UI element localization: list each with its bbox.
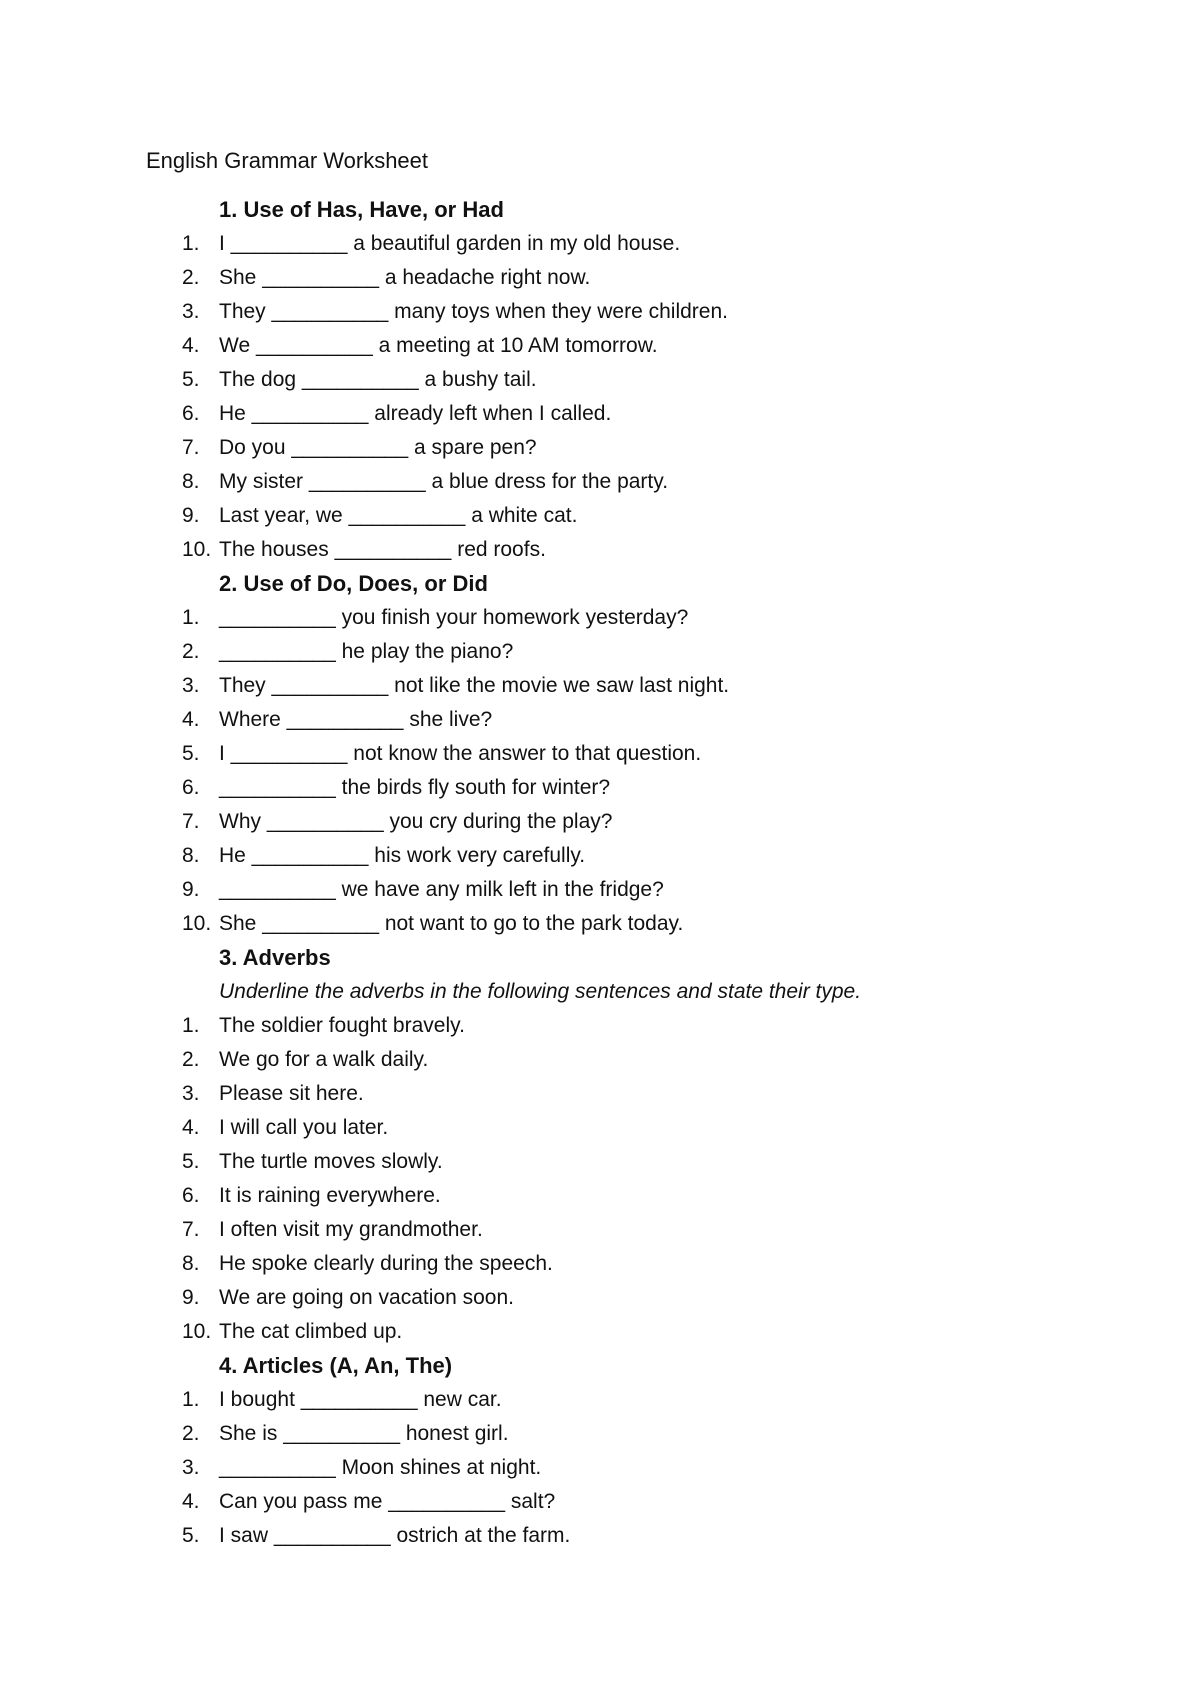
exercise-item xyxy=(0,499,1200,533)
item-text: Last year, we __________ a white cat. xyxy=(219,504,578,527)
item-number: 5. xyxy=(182,1150,200,1173)
item-text: The houses __________ red roofs. xyxy=(219,538,546,561)
item-text: Why __________ you cry during the play? xyxy=(219,810,613,833)
exercise-item xyxy=(0,771,1200,805)
item-text: I will call you later. xyxy=(219,1116,389,1139)
section-articles xyxy=(0,1349,1200,1553)
exercise-item xyxy=(0,737,1200,771)
item-text: Can you pass me __________ salt? xyxy=(219,1490,556,1513)
item-text: She __________ a headache right now. xyxy=(219,266,591,289)
item-text: She is __________ honest girl. xyxy=(219,1422,509,1445)
item-number: 2. xyxy=(182,1048,200,1071)
page-title: English Grammar Worksheet xyxy=(146,148,429,173)
item-number: 8. xyxy=(182,470,200,493)
section-heading: 4. Articles (A, An, The) xyxy=(219,1353,453,1378)
item-number: 6. xyxy=(182,776,200,799)
item-number: 10. xyxy=(182,912,212,935)
item-number: 3. xyxy=(182,1082,200,1105)
item-text: He __________ his work very carefully. xyxy=(219,844,586,867)
item-text: Please sit here. xyxy=(219,1082,364,1105)
item-text: It is raining everywhere. xyxy=(219,1184,441,1207)
exercise-item xyxy=(0,1417,1200,1451)
item-number: 7. xyxy=(182,810,200,833)
item-text: We __________ a meeting at 10 AM tomorrow. xyxy=(219,334,658,357)
exercise-item xyxy=(0,907,1200,941)
exercise-item xyxy=(0,1111,1200,1145)
item-text: He __________ already left when I called. xyxy=(219,402,612,425)
item-number: 2. xyxy=(182,1422,200,1445)
exercise-item xyxy=(0,465,1200,499)
section-instruction: Underline the adverbs in the following sentences and state their type. xyxy=(219,980,862,1003)
item-text: The turtle moves slowly. xyxy=(219,1150,443,1173)
exercise-item xyxy=(0,601,1200,635)
item-number: 4. xyxy=(182,334,200,357)
item-number: 1. xyxy=(182,1014,200,1037)
item-number: 9. xyxy=(182,504,200,527)
item-number: 1. xyxy=(182,1388,200,1411)
exercise-list xyxy=(0,601,1200,941)
section-heading: 3. Adverbs xyxy=(219,945,331,970)
exercise-item xyxy=(0,839,1200,873)
item-text: The dog __________ a bushy tail. xyxy=(219,368,537,391)
item-number: 2. xyxy=(182,640,200,663)
item-number: 8. xyxy=(182,1252,200,1275)
item-number: 8. xyxy=(182,844,200,867)
item-text: We are going on vacation soon. xyxy=(219,1286,514,1309)
item-number: 7. xyxy=(182,436,200,459)
item-text: He spoke clearly during the speech. xyxy=(219,1252,553,1275)
item-text: Do you __________ a spare pen? xyxy=(219,436,537,459)
exercise-item xyxy=(0,295,1200,329)
exercise-item xyxy=(0,635,1200,669)
item-number: 4. xyxy=(182,708,200,731)
item-number: 1. xyxy=(182,606,200,629)
item-text: __________ Moon shines at night. xyxy=(219,1456,542,1479)
exercise-item xyxy=(0,703,1200,737)
exercise-item xyxy=(0,1043,1200,1077)
exercise-item xyxy=(0,1009,1200,1043)
item-number: 3. xyxy=(182,300,200,323)
item-text: They __________ not like the movie we saw last night. xyxy=(219,674,730,697)
exercise-item xyxy=(0,329,1200,363)
item-number: 5. xyxy=(182,368,200,391)
item-text: We go for a walk daily. xyxy=(219,1048,429,1071)
section-heading: 2. Use of Do, Does, or Did xyxy=(219,571,488,596)
item-text: __________ the birds fly south for winter? xyxy=(219,776,611,799)
item-text: The soldier fought bravely. xyxy=(219,1014,465,1037)
exercise-item xyxy=(0,1315,1200,1349)
item-text: I saw __________ ostrich at the farm. xyxy=(219,1524,571,1547)
exercise-item xyxy=(0,1247,1200,1281)
item-text: __________ you finish your homework yesterday? xyxy=(219,606,689,629)
exercise-item xyxy=(0,397,1200,431)
section-adverbs xyxy=(0,941,1200,1349)
item-number: 10. xyxy=(182,1320,212,1343)
exercise-item xyxy=(0,1145,1200,1179)
item-text: __________ he play the piano? xyxy=(219,640,514,663)
item-number: 1. xyxy=(182,232,200,255)
item-number: 6. xyxy=(182,402,200,425)
exercise-list xyxy=(0,227,1200,567)
exercise-item xyxy=(0,669,1200,703)
item-text: I often visit my grandmother. xyxy=(219,1218,483,1241)
exercise-list xyxy=(0,1383,1200,1553)
exercise-list xyxy=(0,1009,1200,1349)
item-number: 3. xyxy=(182,674,200,697)
item-number: 4. xyxy=(182,1490,200,1513)
item-number: 5. xyxy=(182,1524,200,1547)
item-number: 7. xyxy=(182,1218,200,1241)
exercise-item xyxy=(0,1179,1200,1213)
worksheet-content xyxy=(0,193,1200,1553)
item-number: 4. xyxy=(182,1116,200,1139)
exercise-item xyxy=(0,873,1200,907)
item-text: Where __________ she live? xyxy=(219,708,493,731)
item-number: 9. xyxy=(182,1286,200,1309)
section-has-have-had xyxy=(0,193,1200,567)
exercise-item xyxy=(0,805,1200,839)
exercise-item xyxy=(0,431,1200,465)
item-text: __________ we have any milk left in the fridge? xyxy=(219,878,664,901)
exercise-item xyxy=(0,227,1200,261)
exercise-item xyxy=(0,1485,1200,1519)
item-text: I __________ a beautiful garden in my old house. xyxy=(219,232,681,255)
item-text: They __________ many toys when they were children. xyxy=(219,300,728,323)
item-text: I __________ not know the answer to that question. xyxy=(219,742,702,765)
item-number: 5. xyxy=(182,742,200,765)
exercise-item xyxy=(0,1383,1200,1417)
section-heading: 1. Use of Has, Have, or Had xyxy=(219,197,504,222)
exercise-item xyxy=(0,1451,1200,1485)
exercise-item xyxy=(0,1519,1200,1553)
item-number: 3. xyxy=(182,1456,200,1479)
item-text: My sister __________ a blue dress for the party. xyxy=(219,470,669,493)
item-number: 10. xyxy=(182,538,212,561)
item-number: 6. xyxy=(182,1184,200,1207)
item-number: 9. xyxy=(182,878,200,901)
item-number: 2. xyxy=(182,266,200,289)
item-text: I bought __________ new car. xyxy=(219,1388,502,1411)
section-do-does-did xyxy=(0,567,1200,941)
exercise-item xyxy=(0,1077,1200,1111)
exercise-item xyxy=(0,261,1200,295)
exercise-item xyxy=(0,363,1200,397)
exercise-item xyxy=(0,1213,1200,1247)
item-text: She __________ not want to go to the park today. xyxy=(219,912,684,935)
item-text: The cat climbed up. xyxy=(219,1320,403,1343)
exercise-item xyxy=(0,533,1200,567)
exercise-item xyxy=(0,1281,1200,1315)
